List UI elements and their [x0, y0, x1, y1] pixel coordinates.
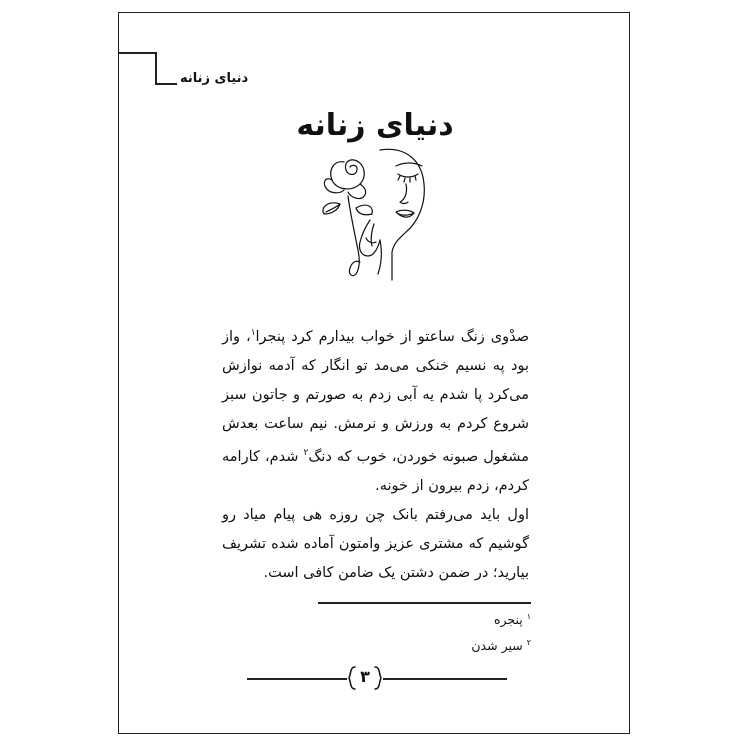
- footnote-rule: [318, 602, 531, 604]
- footnote-2-text: سیر شدن: [471, 638, 523, 654]
- header-rule-vertical: [155, 52, 157, 84]
- footnote-2-mark: ٢: [526, 638, 531, 647]
- chapter-title: دنیای زنانه: [296, 108, 454, 143]
- header-rule-top: [118, 52, 156, 54]
- footnote-2: [400, 638, 531, 653]
- paragraph-1-part-3: شدم، کارامه کردم، زدم بیرون از خونه.: [222, 448, 529, 494]
- page-number: [345, 664, 385, 692]
- body-text: [222, 319, 529, 588]
- footnote-1-mark: ١: [526, 612, 531, 621]
- footnote-mark-2: ٢: [303, 447, 309, 458]
- paragraph-2: اول باید می‌رفتم بانک چن روزه هی پیام میاد رو گوشیم که مشتری عزیز وامتون آماده شده تشریف بیارید؛ در ضمن دشتن یک ضامن کافی است.: [222, 506, 529, 581]
- footnote-1: [400, 612, 531, 627]
- paragraph-1: [222, 319, 529, 501]
- paragraph-1-part-2: ، واز بود په نسیم خنکی می‌مد تو انگار که آدمه نوازش می‌کرد پا شدم یه آبی زدم به صورتم و جاتون سبز شروع کردم به ورزش و نرمش. نیم ساعت بعدش مشغول صبونه خوردن، خوب که دنگ: [222, 328, 529, 465]
- footnote-1-text: پنجره: [493, 612, 523, 628]
- page-number-value: ٣: [360, 667, 370, 686]
- paragraph-1-part-1: صدْوی زنگ ساعتو از خواب بیدارم کرد پنجرا: [255, 328, 530, 345]
- running-head: دنیای زنانه: [180, 71, 249, 86]
- page-number-rule-right: [383, 678, 507, 680]
- woman-rose-illustration: [310, 142, 440, 282]
- footnote-mark-1: ١: [250, 328, 256, 338]
- header-rule-bottom: [155, 83, 177, 85]
- page-number-rule-left: [247, 678, 347, 680]
